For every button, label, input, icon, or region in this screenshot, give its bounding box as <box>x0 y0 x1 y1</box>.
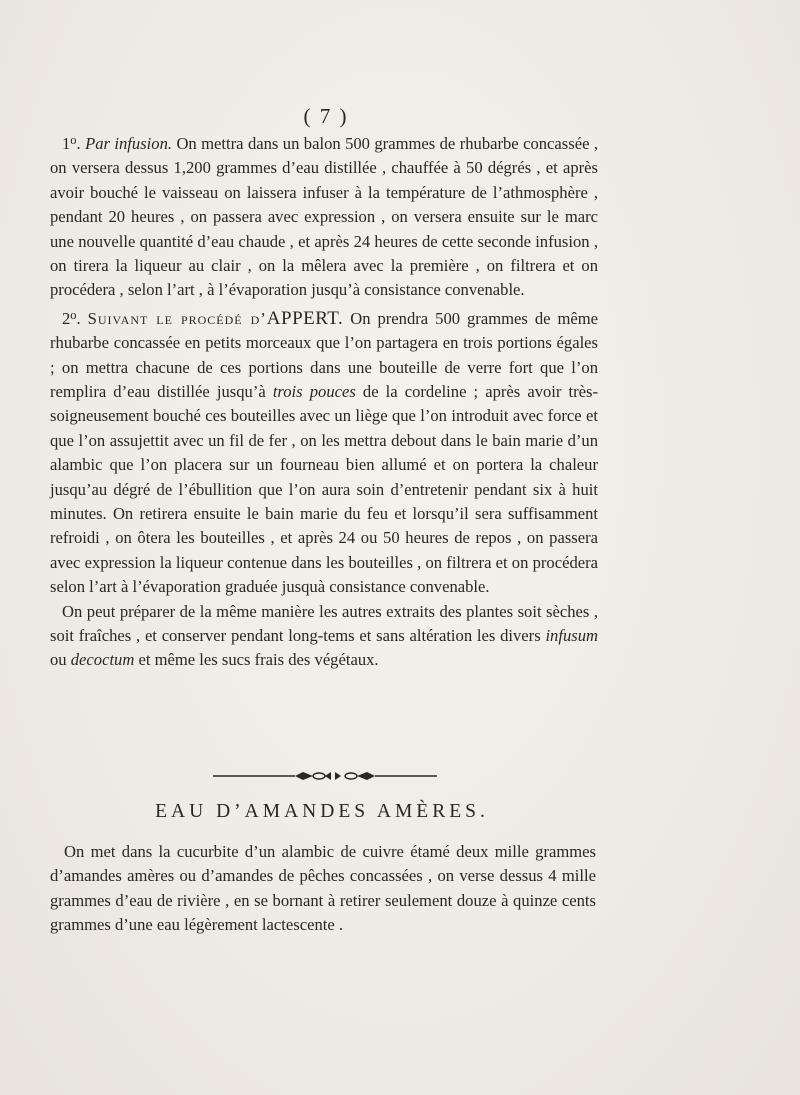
italic-term-decoctum: decoctum <box>70 650 135 670</box>
item-number: 1 <box>62 133 71 153</box>
italic-phrase: trois pouces <box>272 382 356 401</box>
paragraph-text-continued: de la cordeline ; après avoir très-soigneusement bouché ces bouteilles avec un liège que l’on introduit avec force et que l’on assujettit avec un fil de fer , on les mettra debout dans le bain marie d’un alambic que l’on placera sur un fourneau bien allumé et on portera la chaleur jusqu’au dégré de l’ébullition que l’on aura soin d’entretenir pendant six à huit minutes. On retirera ensuite le bain marie du feu et lorsqu’il sera suffisamment refroidi , on ôtera les bouteilles , et après 24 ou 50 heures de repos , on passera avec expression la liqueur contenue dans les bouteilles , on filtrera et on procédera selon l’art à l’évaporation graduée jusquà consistance convenable. <box>50 382 599 597</box>
method-title: Par infusion. <box>85 133 173 153</box>
italic-term-infusum: infusum <box>545 626 598 646</box>
item-number-separator: . <box>76 133 86 153</box>
ornamental-divider <box>213 770 437 782</box>
item-number-separator: . <box>76 308 88 328</box>
body-text <box>50 128 598 673</box>
section-text <box>50 840 596 938</box>
paragraph-text: On prendra 500 grammes de même rhubarbe concassée en petits morceaux que l’on partagera en trois portions égales ; on mettra chacune de ces portions dans une bouteille de verre fort que l’on remplira d’eau distillée jusqu’à <box>50 308 599 401</box>
paragraph-text-end: et même les sucs frais des végétaux. <box>134 650 379 670</box>
item-number-suffix: o <box>70 307 77 322</box>
item-number-suffix: o <box>70 133 77 147</box>
method-title: Suivant le procédé d’ <box>87 308 267 328</box>
page-number: ( 7 ) <box>303 104 349 128</box>
paragraph-text: On peut préparer de la même manière les autres extraits des plantes soit sèches , soit fraîches , et conserver pendant long-tems et sans altération les divers <box>50 601 598 646</box>
section-heading: EAU D’AMANDES AMÈRES. <box>155 801 489 822</box>
author-name: APPERT. <box>266 307 344 329</box>
paragraph-text-join: ou <box>50 650 71 670</box>
paragraph-appert <box>50 303 598 600</box>
paragraph-infusion <box>50 128 598 303</box>
paragraph-other-extracts <box>50 600 598 673</box>
paragraph-bitter-almond-water: On met dans la cucurbite d’un alambic de cuivre étamé deux mille grammes d’amandes amères ou d’amandes de pêches concassées , on verse dessus 4 mille grammes d’eau de rivière , en se bornant à retirer seulement douze à quinze cents grammes d’une eau légèrement lactescente . <box>50 842 596 935</box>
item-number: 2 <box>62 308 71 328</box>
paragraph-text: On mettra dans un balon 500 grammes de rhubarbe concassée , on versera dessus 1,200 grammes d’eau distillée , chauffée à 50 dégrés , et après avoir bouché le vaisseau on laissera infuser à la température de l’athmosphère , pendant 20 heures , on passera avec expression , on versera ensuite sur le marc une nouvelle quantité d’eau chaude , et après 24 heures de cette seconde infusion , on tirera la liqueur au clair , on la mêlera avec la première , on filtrera et on procédera , selon l’art , à l’évaporation jusqu’à consistance convenable. <box>50 133 598 300</box>
